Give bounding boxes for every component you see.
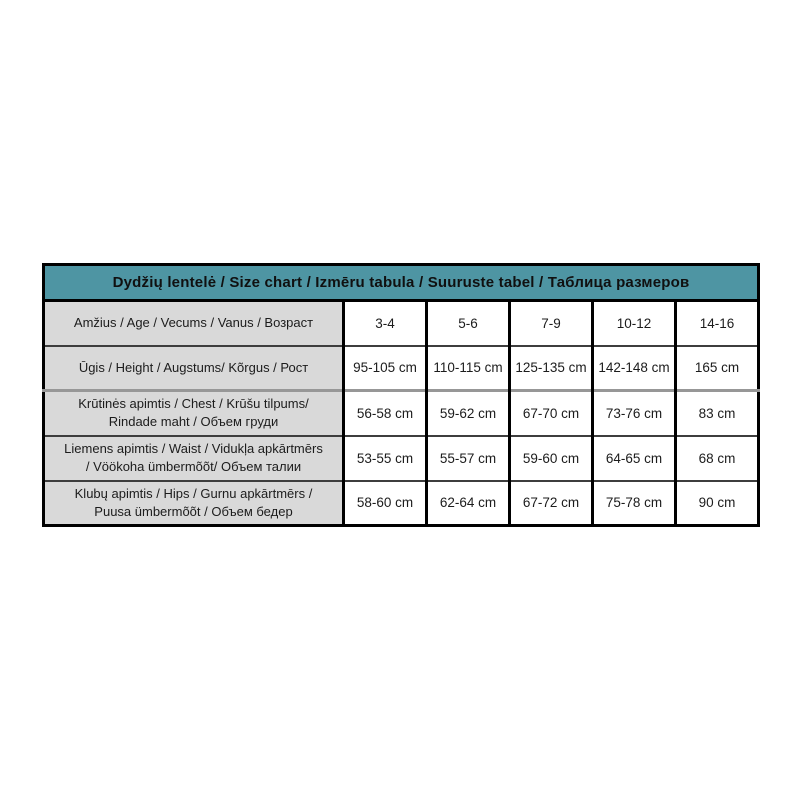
size-value-cell: 73-76 cm (593, 391, 676, 436)
size-chart-body (44, 301, 759, 526)
size-value-cell: 110-115 cm (427, 346, 510, 391)
row-label: Amžius / Age / Vecums / Vanus / Возраст (44, 301, 344, 346)
size-value-cell: 83 cm (676, 391, 759, 436)
size-chart-table (42, 263, 760, 527)
size-value-cell: 125-135 cm (510, 346, 593, 391)
size-value-cell: 59-60 cm (510, 436, 593, 481)
table-row (44, 301, 759, 346)
size-value-cell: 90 cm (676, 481, 759, 526)
size-value-cell: 56-58 cm (344, 391, 427, 436)
size-value-cell: 67-70 cm (510, 391, 593, 436)
table-row (44, 481, 759, 526)
size-value-cell: 14-16 (676, 301, 759, 346)
size-value-cell: 53-55 cm (344, 436, 427, 481)
size-value-cell: 142-148 cm (593, 346, 676, 391)
size-value-cell: 58-60 cm (344, 481, 427, 526)
size-value-cell: 75-78 cm (593, 481, 676, 526)
size-value-cell: 165 cm (676, 346, 759, 391)
row-label: Ūgis / Height / Augstums/ Kõrgus / Рост (44, 346, 344, 391)
size-value-cell: 67-72 cm (510, 481, 593, 526)
size-chart-title: Dydžių lentelė / Size chart / Izmēru tabula / Suuruste tabel / Таблица размеров (44, 265, 759, 301)
table-header-row (44, 265, 759, 301)
size-value-cell: 5-6 (427, 301, 510, 346)
table-row (44, 346, 759, 391)
table-row (44, 436, 759, 481)
table-row (44, 391, 759, 436)
size-value-cell: 3-4 (344, 301, 427, 346)
size-value-cell: 7-9 (510, 301, 593, 346)
size-value-cell: 62-64 cm (427, 481, 510, 526)
row-label: Liemens apimtis / Waist / Vidukļa apkārtmērs / Vöökoha ümbermõõt/ Объем талии (44, 436, 344, 481)
size-value-cell: 64-65 cm (593, 436, 676, 481)
size-value-cell: 95-105 cm (344, 346, 427, 391)
size-value-cell: 59-62 cm (427, 391, 510, 436)
row-label: Klubų apimtis / Hips / Gurnu apkārtmērs / Puusa ümbermõõt / Объем бедер (44, 481, 344, 526)
size-value-cell: 55-57 cm (427, 436, 510, 481)
row-label: Krūtinės apimtis / Chest / Krūšu tilpums/ Rindade maht / Объем груди (44, 391, 344, 436)
size-value-cell: 10-12 (593, 301, 676, 346)
size-value-cell: 68 cm (676, 436, 759, 481)
